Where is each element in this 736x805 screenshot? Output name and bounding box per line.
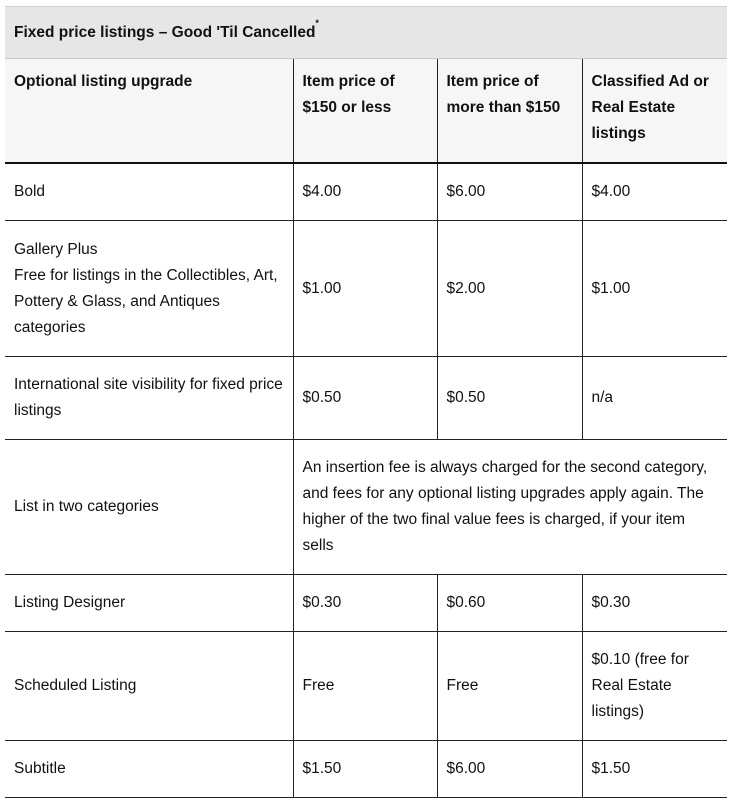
row-label: Bold <box>5 163 293 221</box>
header-upgrade: Optional listing upgrade <box>5 59 293 164</box>
fee-cell: $0.50 <box>293 357 437 440</box>
header-classified: Classified Ad or Real Estate listings <box>582 59 727 164</box>
table-row <box>5 632 727 741</box>
fee-cell: $1.50 <box>293 741 437 798</box>
table-row <box>5 440 727 575</box>
fee-cell: $0.50 <box>437 357 582 440</box>
fee-cell: $1.00 <box>293 221 437 357</box>
table-row <box>5 357 727 440</box>
fee-table-container <box>5 6 727 798</box>
merged-note-cell: An insertion fee is always charged for the second category, and fees for any optional listing upgrades apply again. The higher of the two final value fees is charged, if your item sells <box>293 440 727 575</box>
fee-cell: $0.30 <box>582 575 727 632</box>
table-row <box>5 741 727 798</box>
table-row <box>5 221 727 357</box>
fee-cell: $6.00 <box>437 741 582 798</box>
table-caption-text: Fixed price listings – Good 'Til Cancelled <box>14 23 316 41</box>
header-price-high: Item price of more than $150 <box>437 59 582 164</box>
table-row <box>5 163 727 221</box>
fee-cell: $4.00 <box>582 163 727 221</box>
fee-cell: $0.60 <box>437 575 582 632</box>
row-note: Free for listings in the Collectibles, Art, Pottery & Glass, and Antiques categories <box>14 266 278 336</box>
fee-cell: Free <box>293 632 437 741</box>
fee-cell: Free <box>437 632 582 741</box>
table-header-row <box>5 59 727 164</box>
table-caption-row <box>5 7 727 59</box>
row-label: Gallery Plus <box>14 240 98 258</box>
fee-cell: n/a <box>582 357 727 440</box>
row-label: Scheduled Listing <box>5 632 293 741</box>
row-label-cell <box>5 221 293 357</box>
fee-cell: $0.10 (free for Real Estate listings) <box>582 632 727 741</box>
fee-cell: $1.50 <box>582 741 727 798</box>
fee-table <box>5 6 727 798</box>
row-label: List in two categories <box>5 440 293 575</box>
row-label: Subtitle <box>5 741 293 798</box>
fee-cell: $0.30 <box>293 575 437 632</box>
table-caption <box>5 7 727 59</box>
fee-cell: $2.00 <box>437 221 582 357</box>
header-price-low: Item price of $150 or less <box>293 59 437 164</box>
caption-footnote-marker: * <box>315 17 319 28</box>
row-label: Listing Designer <box>5 575 293 632</box>
table-row <box>5 575 727 632</box>
row-label: International site visibility for fixed price listings <box>5 357 293 440</box>
fee-cell: $1.00 <box>582 221 727 357</box>
fee-cell: $4.00 <box>293 163 437 221</box>
fee-cell: $6.00 <box>437 163 582 221</box>
